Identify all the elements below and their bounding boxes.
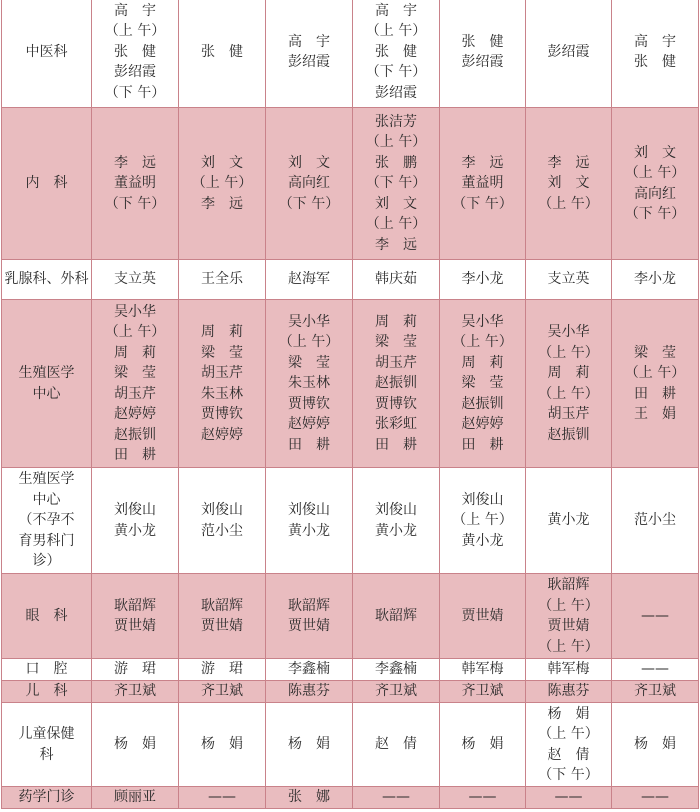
schedule-cell: 耿韶辉 贾世婧: [92, 574, 179, 659]
schedule-cell: 李 远 董益明 （下 午）: [92, 108, 179, 260]
schedule-cell: 杨 娟: [92, 703, 179, 787]
schedule-cell: ——: [526, 787, 612, 809]
schedule-cell: 杨 娟: [179, 703, 266, 787]
schedule-cell: 贾世婧: [440, 574, 526, 659]
schedule-cell: 支立英: [526, 260, 612, 300]
schedule-cell: 杨 娟: [612, 703, 699, 787]
schedule-cell: 李小龙: [612, 260, 699, 300]
row-pharmacy-clinic: [2, 787, 699, 809]
schedule-cell: 张 健: [179, 0, 266, 108]
schedule-cell: 李鑫楠: [353, 659, 440, 681]
schedule-cell: 齐卫斌: [179, 681, 266, 703]
schedule-cell: ——: [353, 787, 440, 809]
schedule-cell: 刘俊山 （上 午） 黄小龙: [440, 468, 526, 574]
schedule-cell: 张 健 彭绍霞: [440, 0, 526, 108]
schedule-cell: 支立英: [92, 260, 179, 300]
schedule-cell: 耿韶辉: [353, 574, 440, 659]
schedule-cell: 梁 莹 （上 午） 田 耕 王 娟: [612, 300, 699, 468]
row-pediatrics: [2, 681, 699, 703]
row-child-health: [2, 703, 699, 787]
schedule-cell: 刘俊山 黄小龙: [266, 468, 353, 574]
schedule-cell: 刘 文 高向红 （下 午）: [266, 108, 353, 260]
schedule-cell: 吴小华 （上 午） 周 莉 梁 莹 赵振钏 赵婷婷 田 耕: [440, 300, 526, 468]
schedule-cell: 高 宇 （上 午） 张 健 彭绍霞 （下 午）: [92, 0, 179, 108]
dept-cell: 内 科: [2, 108, 92, 260]
schedule-cell: 张洁芳 （上 午） 张 鹏 （下 午） 刘 文 （上 午） 李 远: [353, 108, 440, 260]
schedule-cell: ——: [612, 787, 699, 809]
schedule-cell: 韩军梅: [526, 659, 612, 681]
row-reproductive-center: [2, 300, 699, 468]
schedule-cell: 李鑫楠: [266, 659, 353, 681]
schedule-cell: 刘俊山 黄小龙: [92, 468, 179, 574]
schedule-cell: 高 宇 张 健: [612, 0, 699, 108]
schedule-cell: ——: [612, 659, 699, 681]
schedule-cell: 张 娜: [266, 787, 353, 809]
dept-cell: 生殖医学 中心 （不孕不 育男科门 诊）: [2, 468, 92, 574]
schedule-cell: 齐卫斌: [353, 681, 440, 703]
schedule-cell: 杨 娟: [266, 703, 353, 787]
row-dental: [2, 659, 699, 681]
schedule-cell: ——: [440, 787, 526, 809]
schedule-cell: 陈惠芬: [526, 681, 612, 703]
dept-cell: 乳腺科、外科: [2, 260, 92, 300]
schedule-cell: 顾丽亚: [92, 787, 179, 809]
schedule-cell: 李 远 董益明 （下 午）: [440, 108, 526, 260]
row-andrology-clinic: [2, 468, 699, 574]
schedule-cell: 李 远 刘 文 （上 午）: [526, 108, 612, 260]
schedule-cell: 高 宇 （上 午） 张 健 （下 午） 彭绍霞: [353, 0, 440, 108]
schedule-cell: 吴小华 （上 午） 梁 莹 朱玉林 贾博钦 赵婷婷 田 耕: [266, 300, 353, 468]
schedule-cell: 游 珺: [92, 659, 179, 681]
schedule-cell: 陈惠芬: [266, 681, 353, 703]
schedule-table: [1, 0, 699, 809]
schedule-cell: 杨 娟: [440, 703, 526, 787]
schedule-cell: 李小龙: [440, 260, 526, 300]
schedule-cell: 吴小华 （上 午） 周 莉 梁 莹 胡玉芹 赵婷婷 赵振钏 田 耕: [92, 300, 179, 468]
schedule-cell: 韩庆茹: [353, 260, 440, 300]
row-tcm: [2, 0, 699, 108]
schedule-cell: 齐卫斌: [440, 681, 526, 703]
schedule-cell: 刘 文 （上 午） 高向红 （下 午）: [612, 108, 699, 260]
schedule-cell: ——: [612, 574, 699, 659]
schedule-cell: 吴小华 （上 午） 周 莉 （上 午） 胡玉芹 赵振钏: [526, 300, 612, 468]
dept-cell: 生殖医学 中心: [2, 300, 92, 468]
dept-cell: 药学门诊: [2, 787, 92, 809]
schedule-cell: 耿韶辉 （上 午） 贾世婧 （上 午）: [526, 574, 612, 659]
schedule-cell: 游 珺: [179, 659, 266, 681]
dept-cell: 中医科: [2, 0, 92, 108]
schedule-cell: ——: [179, 787, 266, 809]
schedule-cell: 齐卫斌: [612, 681, 699, 703]
dept-cell: 口 腔: [2, 659, 92, 681]
row-ophthalmology: [2, 574, 699, 659]
schedule-cell: 刘 文 （上 午） 李 远: [179, 108, 266, 260]
dept-cell: 儿 科: [2, 681, 92, 703]
schedule-cell: 高 宇 彭绍霞: [266, 0, 353, 108]
schedule-cell: 刘俊山 黄小龙: [353, 468, 440, 574]
row-breast-surgery: [2, 260, 699, 300]
schedule-cell: 齐卫斌: [92, 681, 179, 703]
schedule-cell: 赵 倩: [353, 703, 440, 787]
schedule-cell: 黄小龙: [526, 468, 612, 574]
schedule-cell: 周 莉 梁 莹 胡玉芹 朱玉林 贾博钦 赵婷婷: [179, 300, 266, 468]
schedule-cell: 耿韶辉 贾世婧: [266, 574, 353, 659]
schedule-cell: 赵海军: [266, 260, 353, 300]
schedule-cell: 彭绍霞: [526, 0, 612, 108]
schedule-cell: 范小尘: [612, 468, 699, 574]
schedule-cell: 刘俊山 范小尘: [179, 468, 266, 574]
schedule-cell: 耿韶辉 贾世婧: [179, 574, 266, 659]
dept-cell: 儿童保健 科: [2, 703, 92, 787]
schedule-cell: 王全乐: [179, 260, 266, 300]
row-internal-medicine: [2, 108, 699, 260]
schedule-cell: 周 莉 梁 莹 胡玉芹 赵振钏 贾博钦 张彩虹 田 耕: [353, 300, 440, 468]
schedule-cell: 韩军梅: [440, 659, 526, 681]
schedule-cell: 杨 娟 （上 午） 赵 倩 （下 午）: [526, 703, 612, 787]
dept-cell: 眼 科: [2, 574, 92, 659]
